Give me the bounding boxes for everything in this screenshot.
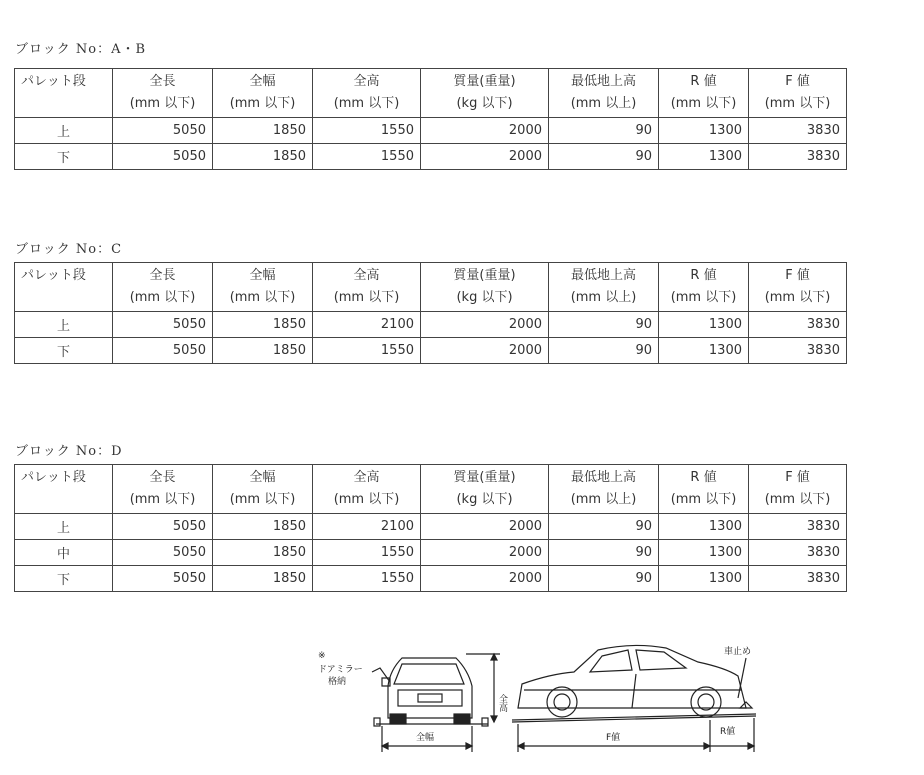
cell-r-value: 1300 (659, 566, 749, 592)
cell-height: 1550 (313, 566, 421, 592)
cell-length: 5050 (113, 118, 213, 144)
cell-height: 2100 (313, 312, 421, 338)
stopper-label: 車止め (724, 647, 752, 657)
cell-height: 1550 (313, 540, 421, 566)
table-row (15, 118, 847, 144)
cell-f-value: 3830 (749, 312, 847, 338)
cell-weight: 2000 (421, 118, 549, 144)
r-value-label: R値 (720, 727, 736, 737)
cell-ground-clearance: 90 (549, 566, 659, 592)
cell-r-value: 1300 (659, 118, 749, 144)
header-weight: 質量(重量) (kg 以下) (421, 263, 549, 312)
f-value-label: F値 (606, 733, 621, 743)
cell-length: 5050 (113, 338, 213, 364)
cell-f-value: 3830 (749, 144, 847, 170)
cell-width: 1850 (213, 118, 313, 144)
table-row (15, 144, 847, 170)
note-mark: ※ (318, 651, 326, 661)
cell-length: 5050 (113, 144, 213, 170)
cell-f-value: 3830 (749, 566, 847, 592)
block-title-d: ブロック No：D (15, 444, 123, 459)
row-level: 上 (15, 514, 113, 540)
cell-height: 1550 (313, 144, 421, 170)
cell-length: 5050 (113, 566, 213, 592)
header-height: 全高 (mm 以下) (313, 263, 421, 312)
block-title-ab: ブロック No：A・B (15, 42, 147, 57)
table-row (15, 312, 847, 338)
cell-width: 1850 (213, 514, 313, 540)
spec-table-ab (14, 68, 847, 170)
header-height: 全高 (mm 以下) (313, 69, 421, 118)
header-level: パレット段 (15, 465, 113, 514)
car-side-view-icon (518, 645, 746, 717)
header-f-value: F 値 (mm 以下) (749, 263, 847, 312)
row-level: 下 (15, 566, 113, 592)
header-f-value: F 値 (mm 以下) (749, 465, 847, 514)
header-weight: 質量(重量) (kg 以下) (421, 69, 549, 118)
header-width: 全幅 (mm 以下) (213, 69, 313, 118)
header-length: 全長 (mm 以下) (113, 263, 213, 312)
cell-ground-clearance: 90 (549, 514, 659, 540)
header-r-value: R 値 (mm 以下) (659, 465, 749, 514)
table-row (15, 514, 847, 540)
block-title-c: ブロック No：C (15, 242, 123, 257)
header-level: パレット段 (15, 69, 113, 118)
header-row (15, 465, 847, 514)
cell-r-value: 1300 (659, 540, 749, 566)
cell-r-value: 1300 (659, 144, 749, 170)
cell-weight: 2000 (421, 566, 549, 592)
row-level: 下 (15, 144, 113, 170)
header-ground-clearance: 最低地上高 (mm 以上) (549, 263, 659, 312)
cell-height: 1550 (313, 338, 421, 364)
cell-ground-clearance: 90 (549, 540, 659, 566)
cell-r-value: 1300 (659, 312, 749, 338)
cell-width: 1850 (213, 338, 313, 364)
cell-ground-clearance: 90 (549, 144, 659, 170)
row-level: 中 (15, 540, 113, 566)
vehicle-dimension-diagram (306, 628, 774, 768)
header-f-value: F 値 (mm 以下) (749, 69, 847, 118)
cell-ground-clearance: 90 (549, 118, 659, 144)
cell-f-value: 3830 (749, 338, 847, 364)
header-ground-clearance: 最低地上高 (mm 以上) (549, 465, 659, 514)
spec-table-c (14, 262, 847, 364)
height-label: 全高 (497, 694, 507, 712)
cell-r-value: 1300 (659, 338, 749, 364)
header-row (15, 69, 847, 118)
row-level: 上 (15, 118, 113, 144)
cell-weight: 2000 (421, 144, 549, 170)
mirror-label-1: ドアミラー (318, 665, 363, 675)
header-width: 全幅 (mm 以下) (213, 465, 313, 514)
header-weight: 質量(重量) (kg 以下) (421, 465, 549, 514)
cell-length: 5050 (113, 312, 213, 338)
cell-height: 2100 (313, 514, 421, 540)
header-height: 全高 (mm 以下) (313, 465, 421, 514)
cell-f-value: 3830 (749, 514, 847, 540)
width-label: 全幅 (416, 733, 435, 743)
header-width: 全幅 (mm 以下) (213, 263, 313, 312)
cell-f-value: 3830 (749, 540, 847, 566)
cell-weight: 2000 (421, 338, 549, 364)
header-length: 全長 (mm 以下) (113, 69, 213, 118)
cell-width: 1850 (213, 144, 313, 170)
row-level: 上 (15, 312, 113, 338)
cell-weight: 2000 (421, 312, 549, 338)
header-r-value: R 値 (mm 以下) (659, 263, 749, 312)
mirror-label-2: 格納 (328, 677, 347, 687)
header-level: パレット段 (15, 263, 113, 312)
cell-f-value: 3830 (749, 118, 847, 144)
car-rear-view-icon (382, 658, 472, 724)
cell-weight: 2000 (421, 514, 549, 540)
cell-width: 1850 (213, 312, 313, 338)
header-ground-clearance: 最低地上高 (mm 以上) (549, 69, 659, 118)
header-r-value: R 値 (mm 以下) (659, 69, 749, 118)
table-row (15, 338, 847, 364)
spec-table-d (14, 464, 847, 592)
header-length: 全長 (mm 以下) (113, 465, 213, 514)
cell-ground-clearance: 90 (549, 312, 659, 338)
table-row (15, 566, 847, 592)
header-row (15, 263, 847, 312)
cell-r-value: 1300 (659, 514, 749, 540)
cell-length: 5050 (113, 540, 213, 566)
cell-width: 1850 (213, 540, 313, 566)
cell-length: 5050 (113, 514, 213, 540)
cell-height: 1550 (313, 118, 421, 144)
row-level: 下 (15, 338, 113, 364)
cell-ground-clearance: 90 (549, 338, 659, 364)
cell-weight: 2000 (421, 540, 549, 566)
cell-width: 1850 (213, 566, 313, 592)
table-row (15, 540, 847, 566)
